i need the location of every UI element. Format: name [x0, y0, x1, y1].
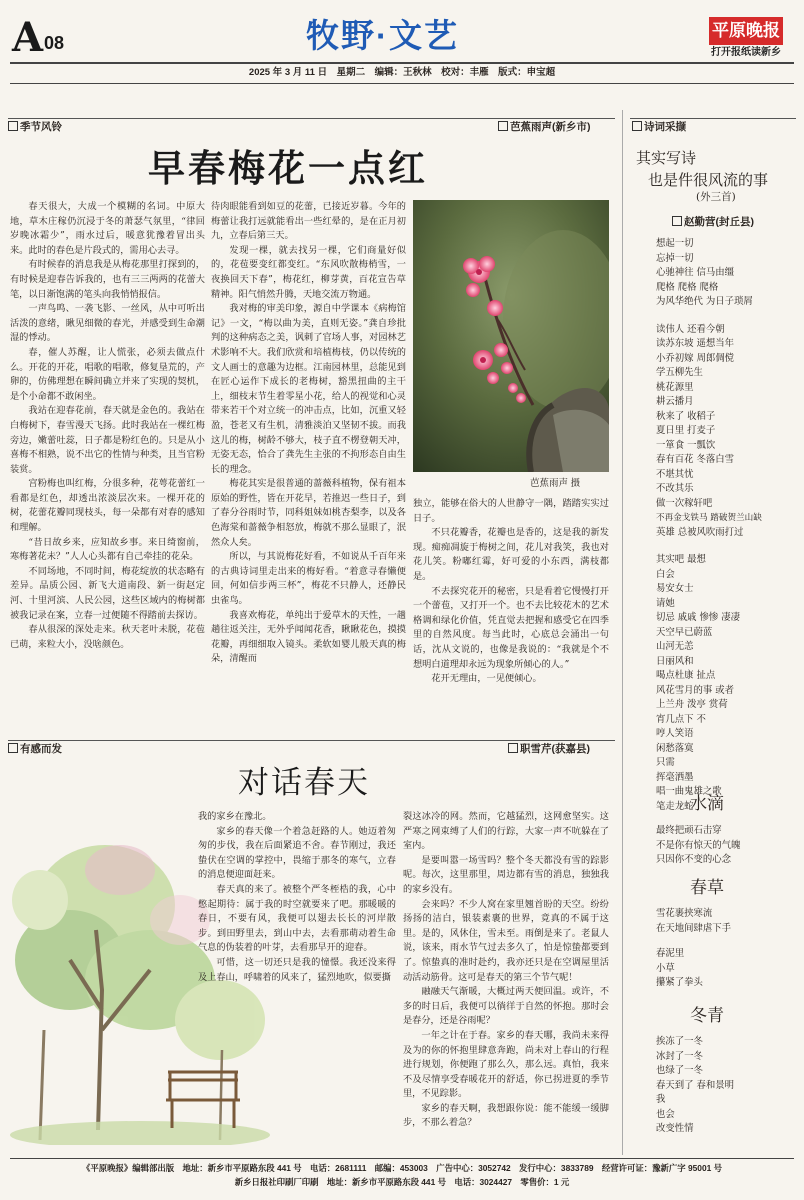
sidebar-divider: [622, 110, 623, 1155]
section-square-icon: [8, 121, 18, 131]
article1-section-label: 季节风铃: [8, 119, 62, 134]
paragraph: 春，催人苏醒，让人慌张，必须去做点什么。开花的开花，唱歌的唱歌，修复垦荒的，产卵的，仿佛理想在瞬间确立并来了实现的契机，是个小命都不敢闲坐。: [10, 346, 205, 402]
paragraph: 我的家乡在豫北。: [198, 811, 272, 822]
header-rule-2: [10, 83, 794, 84]
brand-slogan: 打开报纸读新乡: [711, 47, 781, 58]
paragraph: 是要叫嚣一场雪吗？整个冬天都没有雪的踪影呢。每次，这里那里，周边都有雪的消息，独独我的家乡没有。: [403, 854, 609, 895]
paragraph: 不去探究花开的秘密，只是看着它慢慢打开一个蕾苞，又打开一个。也不去比较花木的艺术格调和绿化价值，凭直觉去把握和感受它在四季里的自然风度。每当此时，心底总会涌出一句话，沈从文说的，也像是我说的：“我就是个不想明白道理却永远为现象所倾心的人。”: [413, 585, 609, 670]
photo-caption: 芭蕉雨声 摄: [530, 478, 581, 489]
section-square-icon: [632, 121, 642, 131]
poem-line: 不改其乐: [656, 483, 694, 494]
paragraph: 有时候春的消息我是从梅花那里打探到的，有时候是迎春告诉我的，也有三三两两的花蕾大笔，以日渐饱满的笔头向我悄悄报信。: [10, 259, 205, 300]
poem-line: 日丽风和: [656, 655, 694, 667]
paragraph: 独立，能够在俗大的人世静守一隅，踏踏实实过日子。: [413, 498, 609, 524]
paragraph: 所以，与其说梅花好看，不如说从千百年来的古典诗词里走出来的梅好看。“着意寻春懒便回，何如信步两三杯”，梅花不只静人，还静民虫雀鸟。: [211, 551, 406, 607]
poem-line: 忘掉一切: [656, 252, 694, 264]
sidebar-title-1: 其实写诗: [636, 149, 697, 167]
article1-title: 早春梅花一点红: [148, 146, 428, 190]
article1-author: 芭蕉雨声(新乡市): [498, 119, 591, 134]
poem-line: 不堪其忧: [656, 468, 694, 480]
poem-4-title: 冬青: [690, 1006, 724, 1026]
section-square-icon: [498, 121, 508, 131]
page-number: 08: [44, 33, 65, 53]
footer-line-2: 新乡日报社印刷厂印刷 地址：新乡市平原路东段 441 号 电话：3024427 零售价：1 元: [234, 1177, 570, 1187]
poem-line: 易安女士: [656, 583, 694, 594]
poem-line: 也绿了一冬: [656, 1065, 703, 1076]
poem-line: 心驰神往 信马由缰: [656, 267, 734, 278]
plum-blossom-image: [413, 200, 609, 472]
paragraph: 待肉眼能看到如豆的花蕾，已接近岁暮。今年的梅蕾让我打远就能看出一些红晕的，是在正月初九，立春后第三天。: [211, 201, 406, 242]
poem-3-title: 春草: [690, 878, 724, 898]
poem-line: 耕云播月: [656, 396, 694, 407]
article2-column-2: [403, 810, 609, 1131]
poem-line: 切忌 戚戚 惨惨 凄凄: [656, 612, 740, 623]
article1-column-3: [413, 497, 609, 687]
paragraph: 会来吗？不少人窝在家里翘首盼的天空。纷纷扬扬的洁白，银装素裹的世界，竟真的不属于这里。是的，风休住，雪未至。雨倒是来了。老鼠人说，该来，雨水节气过去多久了，怕是惊蛰都要到了。惊蛰真的准时赴约，我亦还只是在空调屋里活动活动筋骨。这可是春天的第三个节气呢！: [403, 898, 609, 983]
poem-line: 不是你有惊天的气魄: [656, 839, 741, 851]
poem-line: 春天到了 春和景明: [656, 1079, 734, 1091]
poem-line: 攥紧了拳头: [656, 977, 703, 988]
poem-line: 冰封了一冬: [656, 1050, 703, 1062]
poem-line: 闲愁落寞: [656, 742, 694, 754]
poem-line: 读苏东坡 遥想当年: [656, 338, 734, 349]
paragraph: 可惜，这一切还只是我的憧憬。我还没来得及上春山，呼啸着的风来了，猛烈地吹，似要撕: [198, 956, 396, 983]
poem-line: 挨冻了一冬: [656, 1036, 703, 1047]
poem-line: 做一次稼轩吧: [656, 497, 713, 509]
poem-2-title: 水滴: [690, 794, 724, 814]
poem-line: 喝点杜康 扯点: [656, 670, 716, 681]
article2-section-label: 有感而发: [8, 741, 62, 756]
article2-author: 职雪芹(获嘉县): [508, 741, 590, 756]
page-letter: A: [12, 14, 44, 61]
sidebar-subtitle: (外三首): [696, 191, 736, 203]
poem-line: 只因你不变的心念: [656, 854, 732, 865]
sidebar-poem-1: [656, 237, 796, 814]
poem-line: 也会: [656, 1108, 675, 1120]
paragraph: 花开无理由，一见便倾心。: [431, 673, 542, 685]
paragraph: 一声鸟鸣、一袭飞影、一丝风，从中可听出活泼的意绪，瞅见细微的春光，并感受到生命潮湿的悸动。: [10, 303, 205, 344]
paragraph: 家乡的春天像一个着急赶路的人。她迈着匆匆的步伐，我在后面紧追不舍。春节刚过，我还蛰伏在空调的掌控中，畏缩于那冬的寒气，立春的消息便迎面赶来。: [198, 825, 396, 881]
section-square-icon: [8, 743, 18, 753]
poem-line: 白会: [656, 568, 675, 580]
paragraph: 春天真的来了。被整个严冬桎梏的我，心中憋起期待：属于我的时空就要来了吧。那暖暖的春日，不要有风，我便可以翅去长长的河岸散步。到田野里去，到山中去，去看那萌动着生命气息的伪装着的叶芽，去看那早开的迎春。: [198, 883, 396, 954]
poem-line: 一箪食 一瓢饮: [656, 439, 716, 451]
poem-line: 天空早已蔚蓝: [656, 626, 713, 638]
paragraph: 宫粉梅也叫红梅，分很多种，花萼花蕾红一看都是红色，却透出浓淡层次来。一棵开花的树，花蕾花瓣同现枝头，每一朵都有对春的感知和理解。: [10, 478, 205, 534]
poem-line: 春有百花 冬落白雪: [656, 454, 734, 465]
sidebar-author: 赵勤营(封丘县): [672, 214, 754, 229]
poem-line: 山河无恙: [656, 641, 694, 652]
paragraph: 春天很大，大成一个模糊的名词。中原大地，草木庄稼仍沉浸于冬的萧瑟气氛里，“律回岁晚冰霜少”，雨水过后，暖意犹豫着冒出头来。此时的春色是片段式的，需用心去寻。: [10, 201, 205, 256]
footer-line-1: 《平原晚报》编辑部出版 地址：新乡市平原路东段 441 号 电话：2681111 邮编：453003 广告中心：3052742 发行中心：3833789 经营许可证：豫新广字 95001 号: [82, 1163, 722, 1173]
article1-column-2: [211, 200, 406, 667]
poem-line: 想起一切: [656, 238, 694, 249]
poem-line: 桃花源里: [656, 381, 694, 393]
poem-line: 在天地间肆虐下手: [656, 922, 732, 934]
paragraph: 我站在迎春花前，春天就是金色的。我站在白梅树下，春雪漫天飞扬。此时我站在一棵红梅旁边，嫩蕾吐蕊，日子都是粉红色的。只是从小喜梅不相熟，说不出它的性情与种类，且当官粉装赏。: [10, 405, 205, 475]
paragraph: “昔日故乡来，应知故乡事。来日绮窗前，寒梅著花未？”人人心头都有自己牵挂的花朵。: [10, 536, 205, 563]
paragraph: 融融天气渐暖，大概过两天便回温。或许，不多的时日后，我便可以徜徉于自然的怀抱。那时会是春分，还是谷雨呢？: [403, 986, 609, 1027]
paragraph: 发现一棵，就去找另一棵，它们商量好似的，花苞要变红都变红。“东风吹散梅梢雪，一夜换回天下春”，梅花红，柳芽黄，百花宣告草精神。阳气悄然升腾，天地交流万物通。: [211, 244, 406, 300]
poem-line: 上兰舟 泼亭 赏荷: [656, 699, 728, 710]
sidebar-section-label: 诗词采撷: [632, 119, 686, 134]
dateline: 2025 年 3 月 11 日 星期二 编辑：王秋林 校对：丰雁 版式：申宝超: [248, 67, 556, 78]
poem-line: 英雄 总被风吹雨打过: [656, 526, 744, 538]
poem-line: 小草: [656, 962, 675, 974]
poem-line: 为风华绝代 为日子琐屑: [656, 296, 753, 307]
section-square-icon: [672, 216, 682, 226]
sidebar-poem-2: [656, 824, 796, 868]
paragraph: 不只花瓣香，花瓣也是香的，这是我的新发现。痴痴凋旋于梅树之间，花儿对我笑，我也对花儿笑。粉嘟红霉，好可爱的小东西，满枝都是。: [413, 527, 609, 582]
article2-title: 对话春天: [238, 765, 370, 801]
header-rule: [10, 62, 794, 64]
poem-line: 只需: [656, 757, 675, 768]
poem-line: 改变性情: [656, 1123, 694, 1134]
poem-line: 挥毫洒墨: [656, 771, 694, 783]
article2-column-1: [198, 810, 396, 985]
poem-line: 我: [656, 1094, 666, 1105]
poem-line: 其实吧 最想: [656, 554, 706, 565]
poem-line: 最终把顽石击穿: [656, 825, 722, 836]
poem-line: 唱一曲鬼雄之歌: [656, 786, 722, 797]
poem-line: 不再金戈铁马 踏破贺兰山缺: [656, 513, 762, 523]
poem-line: 读伟人 还看今朝: [656, 323, 725, 335]
sidebar-title-2: 也是件很风流的事: [648, 171, 769, 189]
paragraph: 我喜欢梅花，单纯出于爱草木的天性，一趟趟往返关注，无外乎闻闻花香，瞅瞅花色，摸摸花瓣，再细细取入镜头。柔软如婴儿般天真的梅朵，清醒而: [211, 609, 406, 665]
column-title: 牧野·文艺: [306, 17, 459, 54]
sidebar-poem-3: [656, 907, 796, 991]
article1-column-1: [10, 200, 205, 652]
poem-line: 请她: [656, 597, 675, 609]
poem-line: 宵几点下 不: [656, 713, 706, 725]
poem-line: 哼人笑语: [656, 728, 694, 739]
poem-line: 春泥里: [656, 948, 685, 959]
brand-logo: 平原晚报: [709, 17, 783, 45]
paragraph: 春从很深的深处走来。秋天老叶未脱，花苞已萌，来粒大小，没啥颜色。: [10, 624, 205, 650]
plum-blossom-photo: [413, 200, 609, 472]
paragraph: 我对梅的审美印象，源自中学课本《病梅馆记》一文，“梅以曲为美，直则无姿。”龚自珍批判的这种病态之美，讽刺了官场人事，对园林艺术影响不大。我们欣赏和培植梅枝，仍以传统的文人画士的意趣为边框。江南园林里，总能见到在匠心运作下成长的老梅树，豁黑扭曲的主干上，细枝末节生着零星小花，给人的视觉和心灵带来若干个对立统一的冲击点，比如，沉重又轻盈，苍老又有生机，清雅淡泊又坚韧不拔。而我这儿的梅，树龄不够大，枝子直不楞登朝天冲，无姿无态，恰合了龚先生主张的不拘形态自由生长的理念。: [211, 303, 406, 475]
section-square-icon: [508, 743, 518, 753]
poem-line: 小乔初嫁 周郎倜傥: [656, 352, 734, 364]
poem-line: 雪花裹挟寒流: [656, 908, 713, 919]
poem-line: 笔走龙蛇: [656, 800, 694, 812]
paragraph: 一年之计在于春。家乡的春天哪，我尚未来得及为的你的怀抱里肆意奔跑，尚未对上春山的行程进行规划，你便跑了那么久，那么远。真怕，我来不及尽情享受春暖花开的舒适，你已拐进夏的季节里，不见踪影。: [403, 1029, 609, 1100]
paragraph: 梅花其实是很普通的蔷薇科植物，保有祖本原始的野性，皆在开花早，若推迟一些日子，到了春分谷雨时节，同科姐妹如桃杏梨李，以及各色海棠和蔷薇争相怒放，梅就不那么显眼了，泯然众人矣。: [211, 478, 406, 548]
poem-line: 秋来了 收稻子: [656, 410, 716, 422]
poem-line: 学五柳先生: [656, 367, 703, 378]
paragraph: 裂这冰冷的网。然而，它越猛烈，这网愈坚实。这严寒之网束缚了人们的行踪，大家一声不吭躲在了室内。: [403, 811, 609, 852]
poem-line: 夏日里 打麦子: [656, 425, 716, 436]
paragraph: 不同场地，不同时间，梅花绽放的状态略有差异。品质公园、新飞大道南段、新一街赵定河、十里河滨、人民公园，这些区域内的梅树都被我记录在案，立春一过便随不得踏前去探访。: [10, 565, 205, 621]
poem-line: 爬格 爬格 爬格: [656, 281, 719, 293]
paragraph: 家乡的春天啊，我想跟你说：能不能缓一缓脚步，不那么着急？: [403, 1102, 609, 1129]
footer-rule: [10, 1158, 794, 1159]
sidebar-poem-4: [656, 1035, 796, 1137]
poem-line: 风花雪月的事 或者: [656, 684, 734, 696]
